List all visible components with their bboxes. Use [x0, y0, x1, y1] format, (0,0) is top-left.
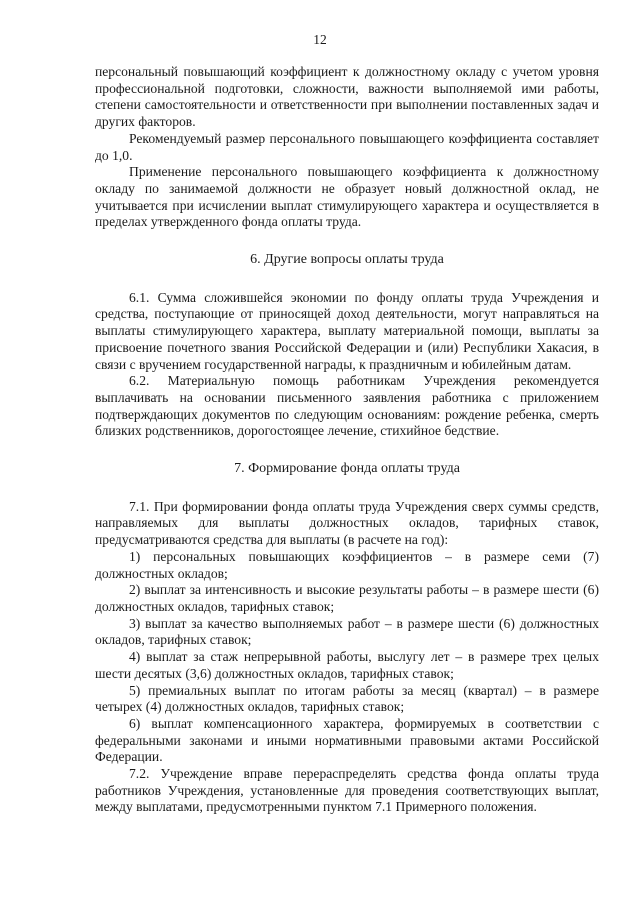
paragraph: 6.2. Материальную помощь работникам Учреждения рекомендуется выплачивать на основании письменного заявления работника с приложением подтверждающих документов по следующим основаниям: рождение ребенка, смерть близких родственников, дорогостоящее лечение, стихийное бедствие.	[95, 373, 599, 439]
paragraph: 7.1. При формировании фонда оплаты труда Учреждения сверх суммы средств, направляемых для выплаты должностных окладов, тарифных ставок, предусматриваются средства для выплаты (в расчете на год):	[95, 498, 599, 548]
paragraph: персональный повышающий коэффициент к должностному окладу с учетом уровня профессиональной подготовки, сложности, важности выполняемой ими работы, степени самостоятельности и ответственности при выполнении поставленных задач и других факторов.	[95, 64, 599, 130]
list-item: 5) премиальных выплат по итогам работы за месяц (квартал) – в размере четырех (4) должностных окладов, тарифных ставок;	[95, 682, 599, 715]
page-number: 12	[313, 32, 327, 47]
list-item: 3) выплат за качество выполняемых работ – в размере шести (6) должностных окладов, тарифных ставок;	[95, 615, 599, 648]
list-item: 4) выплат за стаж непрерывной работы, выслугу лет – в размере трех целых шести десятых (3,6) должностных окладов, тарифных ставок;	[95, 649, 599, 681]
section-heading-6: 6. Другие вопросы оплаты труда	[250, 252, 444, 268]
section-heading-7: 7. Формирование фонда оплаты труда	[234, 461, 460, 477]
list-item: 2) выплат за интенсивность и высокие результаты работы – в размере шести (6) должностных окладов, тарифных ставок;	[95, 582, 599, 614]
paragraph: Применение персонального повышающего коэффициента к должностному окладу по занимаемой должности не образует новый должностной оклад, не учитывается при исчислении выплат стимулирующего характера и осуществляется в пределах утвержденного фонда оплаты труда.	[95, 164, 599, 230]
list-item: 6) выплат компенсационного характера, формируемых в соответствии с федеральными законами и иными нормативными правовыми актами Российской Федерации.	[95, 715, 599, 765]
list-item: 1) персональных повышающих коэффициентов – в размере семи (7) должностных окладов;	[95, 548, 599, 581]
paragraph: Рекомендуемый размер персонального повышающего коэффициента составляет до 1,0.	[95, 130, 599, 163]
paragraph: 7.2. Учреждение вправе перераспределять средства фонда оплаты труда работников Учреждения, установленные для проведения соответствующих выплат, между выплатами, предусмотренными пунктом 7.1 Примерного положения.	[95, 766, 599, 815]
document-body	[95, 64, 599, 816]
paragraph: 6.1. Сумма сложившейся экономии по фонду оплаты труда Учреждения и средства, поступающие от приносящей доход деятельности, могут направляться на выплаты стимулирующего характера, выплату материальной помощи, выплаты за присвоение почетного звания Российской Федерации и (или) Республики Хакасия, в связи с вручением государственной награды, к праздничным и юбилейным датам.	[95, 289, 599, 372]
